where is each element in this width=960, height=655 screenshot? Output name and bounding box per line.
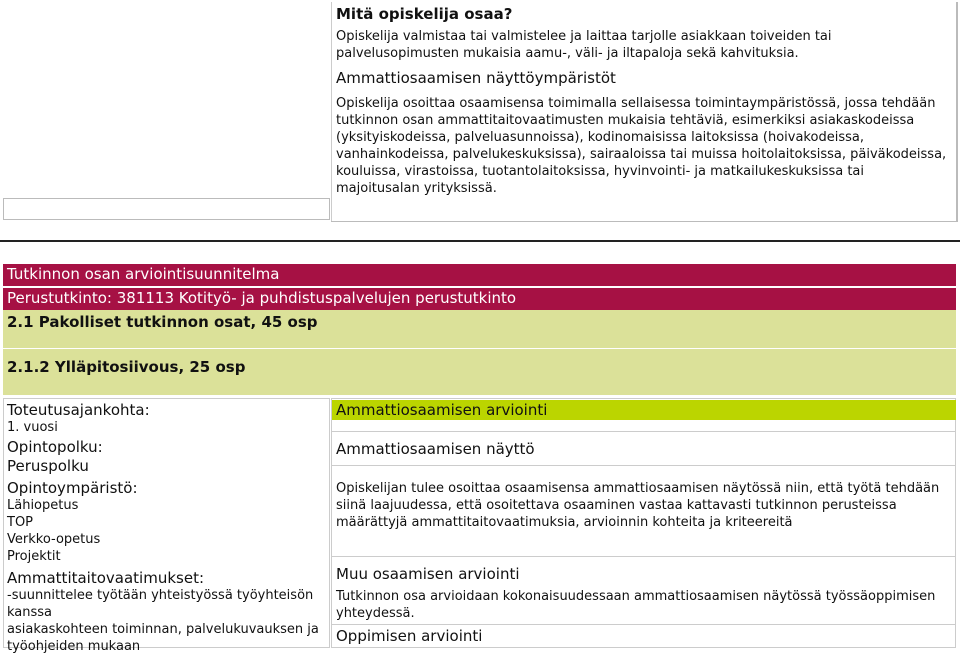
competence-assessment-heading: Ammattiosaamisen arviointi [336,401,548,419]
implementation-info [7,402,327,655]
text-line: Verkko-opetus [7,532,101,547]
text-line: (yksityiskodeissa, palveluasunnoissa), kodinomaisissa laitoksissa (hoivakodeissa, [336,130,864,145]
competence-demo-text [336,480,951,531]
demo-environments-text [336,95,951,197]
text-line: TOP [7,515,34,530]
module-title: 2.1.2 Ylläpitosiivous, 25 osp [3,349,956,395]
timing-value: 1. vuosi [7,420,58,435]
divider [332,465,956,466]
requirements-text [7,587,327,655]
section-separator [0,240,960,242]
section-title: 2.1 Pakolliset tutkinnon osat, 45 osp [3,310,956,348]
text-line: vanhainkodeissa, palvelukeskuksissa), sairaaloissa tai muissa hoitolaitoksissa, päiväkodeissa, [336,147,947,162]
study-environment-label: Opintoympäristö: [7,479,138,497]
text-line: Opiskelijan tulee osoittaa osaamisensa ammattiosaamisen näytössä niin, että työtä tehdään [336,481,940,496]
divider [332,624,956,625]
requirements-label: Ammattitaitovaatimukset: [7,569,204,587]
assessment-plan-title: Tutkinnon osan arviointisuunnitelma [3,264,956,286]
text-line: palvelusopimusten mukaisia aamu-, väli- ja iltapaloja sekä kahvituksia. [336,46,799,61]
learning-assessment-heading: Oppimisen arviointi [336,627,483,645]
text-line: majoitusalan yrityksissä. [336,181,497,196]
text-line: yhteydessä. [336,606,415,621]
text-line: tutkinnon osan ammattitaitovaatimusten mukaisia tehtäviä, esimerkiksi asiakaskodeissa [336,113,915,128]
study-path-value: Peruspolku [7,457,89,475]
competence-demo-heading: Ammattiosaamisen näyttö [336,440,535,458]
text-line: -suunnittelee työtään yhteistyössä työyhteisön kanssa [7,588,314,620]
other-assessment-heading: Muu osaamisen arviointi [336,565,520,583]
divider [331,221,958,222]
other-assessment-text [336,588,951,622]
study-environment-list [7,497,327,565]
text-line: työohjeiden mukaan [7,639,141,654]
text-line: kouluissa, virastoissa, tuotantolaitoksissa, hyvinvointi- ja matkailukeskuksissa tai [336,164,865,179]
timing-label: Toteutusajankohta: [7,401,150,419]
text-line: Opiskelija osoittaa osaamisensa toimimalla sellaisessa toimintaympäristössä, jossa tehdään [336,96,936,111]
text-line: Projektit [7,549,61,564]
text-line: asiakaskohteen toiminnan, palvelukuvauksen ja [7,622,319,637]
text-line: Opiskelija valmistaa tai valmistelee ja laittaa tarjolle asiakkaan toiveiden tai [336,29,832,44]
divider [956,2,958,222]
what-student-knows-heading: Mitä opiskelija osaa? [336,5,513,23]
text-line: Lähiopetus [7,498,79,513]
text-line: Tutkinnon osa arvioidaan kokonaisuudessaan ammattiosaamisen näytössä työssäoppimisen [336,589,936,604]
divider [332,431,956,432]
study-path-label: Opintopolku: [7,438,103,456]
demo-environments-heading: Ammattiosaamisen näyttöympäristöt [336,69,616,87]
degree-title: Perustutkinto: 381113 Kotityö- ja puhdistuspalvelujen perustutkinto [3,288,956,310]
text-line: siinä laajuudessa, että osoitettava osaaminen vastaa kattavasti tutkinnon perusteissa [336,498,897,513]
divider [332,556,956,557]
text-line: määrättyjä ammattitaitovaatimuksia, arvioinnin kohteita ja kriteereitä [336,515,793,530]
what-student-knows-text [336,28,951,62]
empty-left-cell [3,198,330,220]
